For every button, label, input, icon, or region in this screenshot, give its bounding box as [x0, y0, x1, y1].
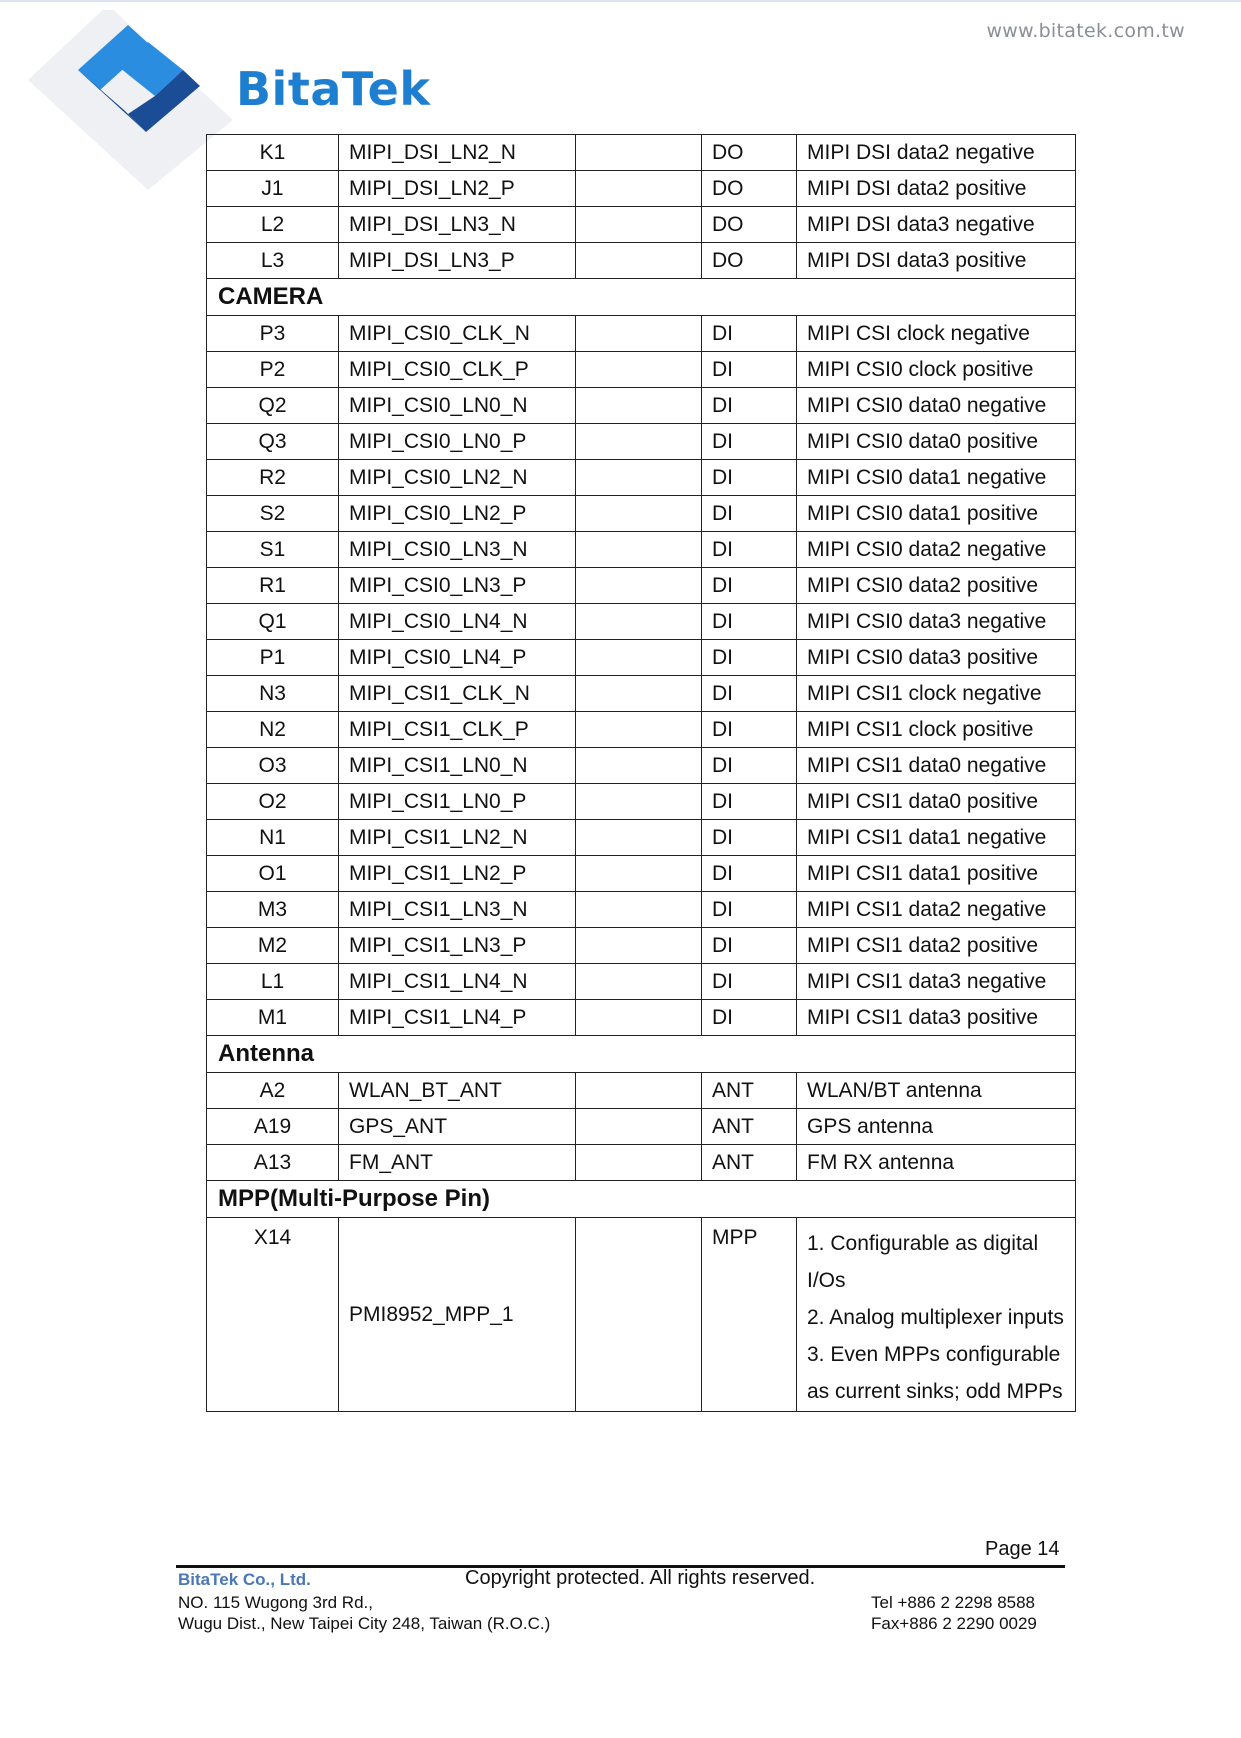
voltage-cell — [576, 712, 702, 748]
pin-type-cell: DI — [702, 604, 797, 640]
pin-type-cell: DI — [702, 496, 797, 532]
copyright-notice: Copyright protected. All rights reserved. — [465, 1567, 816, 1589]
section-heading: Antenna — [207, 1036, 1076, 1073]
voltage-cell — [576, 1145, 702, 1181]
description-line: MIPI CSI0 data3 positive — [807, 645, 1039, 669]
description-line: as current sinks; odd MPPs — [807, 1380, 1063, 1403]
pin-name-cell: MIPI_DSI_LN2_N — [339, 135, 576, 171]
description-cell — [797, 820, 1076, 856]
table-row — [207, 640, 1076, 676]
pin-number-cell: J1 — [207, 171, 339, 207]
description-cell — [797, 388, 1076, 424]
pin-name-cell: MIPI_DSI_LN2_P — [339, 171, 576, 207]
pin-number-cell: M3 — [207, 892, 339, 928]
pin-type-cell: DO — [702, 207, 797, 243]
voltage-cell — [576, 171, 702, 207]
description-line: MIPI CSI1 data1 negative — [807, 825, 1047, 849]
description-line: MIPI CSI0 clock positive — [807, 357, 1034, 381]
pin-name-cell: MIPI_CSI0_CLK_N — [339, 316, 576, 352]
website-url: www.bitatek.com.tw — [986, 20, 1185, 42]
fax: Fax+886 2 2290 0029 — [871, 1614, 1037, 1633]
pin-number-cell: N1 — [207, 820, 339, 856]
pin-name-cell: WLAN_BT_ANT — [339, 1073, 576, 1109]
table-row — [207, 1109, 1076, 1145]
pin-name-cell: MIPI_CSI1_LN4_P — [339, 1000, 576, 1036]
description-cell — [797, 1218, 1076, 1412]
pin-number-cell: A19 — [207, 1109, 339, 1145]
pin-type-cell: DI — [702, 568, 797, 604]
pin-number-cell: X14 — [207, 1218, 339, 1412]
pin-name-cell: MIPI_CSI1_LN0_N — [339, 748, 576, 784]
voltage-cell — [576, 532, 702, 568]
telephone: Tel +886 2 2298 8588 — [871, 1593, 1036, 1612]
pin-name-cell: MIPI_CSI1_LN4_N — [339, 964, 576, 1000]
table-row — [207, 604, 1076, 640]
voltage-cell — [576, 460, 702, 496]
table-row — [207, 748, 1076, 784]
pin-number-cell: Q2 — [207, 388, 339, 424]
voltage-cell — [576, 964, 702, 1000]
description-cell — [797, 424, 1076, 460]
description-cell — [797, 1109, 1076, 1145]
pin-name-cell: MIPI_CSI0_CLK_P — [339, 352, 576, 388]
pin-number-cell: N3 — [207, 676, 339, 712]
pin-name-cell: MIPI_CSI0_LN2_N — [339, 460, 576, 496]
pin-number-cell: O3 — [207, 748, 339, 784]
table-row — [207, 1000, 1076, 1036]
pin-name-cell: MIPI_CSI1_LN3_P — [339, 928, 576, 964]
pin-type-cell: DI — [702, 532, 797, 568]
voltage-cell — [576, 640, 702, 676]
table-row — [207, 135, 1076, 171]
pin-type-cell: DI — [702, 928, 797, 964]
pin-name-cell: MIPI_DSI_LN3_P — [339, 243, 576, 279]
table-row — [207, 820, 1076, 856]
description-cell — [797, 676, 1076, 712]
pin-name-cell: MIPI_DSI_LN3_N — [339, 207, 576, 243]
description-cell — [797, 532, 1076, 568]
address-line-2: Wugu Dist., New Taipei City 248, Taiwan (R.O.C.) — [178, 1614, 551, 1633]
voltage-cell — [576, 496, 702, 532]
description-line: GPS antenna — [807, 1114, 934, 1138]
description-cell — [797, 928, 1076, 964]
pin-number-cell: P3 — [207, 316, 339, 352]
pin-name-cell: FM_ANT — [339, 1145, 576, 1181]
pin-type-cell: DI — [702, 676, 797, 712]
description-cell — [797, 1145, 1076, 1181]
pin-number-cell: L1 — [207, 964, 339, 1000]
logo-text: BitaTek — [236, 62, 431, 116]
table-row — [207, 243, 1076, 279]
description-cell — [797, 171, 1076, 207]
description-line: FM RX antenna — [807, 1150, 955, 1174]
pin-type-cell: ANT — [702, 1073, 797, 1109]
voltage-cell — [576, 604, 702, 640]
description-line: MIPI DSI data3 positive — [807, 248, 1027, 272]
pin-table-body — [207, 135, 1076, 1412]
pin-number-cell: A13 — [207, 1145, 339, 1181]
pin-number-cell: P2 — [207, 352, 339, 388]
description-line: MIPI DSI data3 negative — [807, 212, 1035, 236]
section-row — [207, 1036, 1076, 1073]
pin-name-cell: MIPI_CSI1_LN2_N — [339, 820, 576, 856]
description-line: MIPI CSI0 data2 negative — [807, 537, 1047, 561]
table-row — [207, 388, 1076, 424]
description-cell — [797, 135, 1076, 171]
description-line: MIPI CSI1 clock negative — [807, 681, 1042, 705]
pin-number-cell: M1 — [207, 1000, 339, 1036]
pin-number-cell: Q3 — [207, 424, 339, 460]
description-line: 2. Analog multiplexer inputs — [807, 1306, 1064, 1329]
description-cell — [797, 964, 1076, 1000]
pin-number-cell: S2 — [207, 496, 339, 532]
pin-name-cell: GPS_ANT — [339, 1109, 576, 1145]
description-line: MIPI CSI0 data0 negative — [807, 393, 1047, 417]
pin-type-cell: DI — [702, 388, 797, 424]
pin-type-cell: DI — [702, 820, 797, 856]
pin-name-cell: MIPI_CSI0_LN3_P — [339, 568, 576, 604]
table-row — [207, 532, 1076, 568]
pin-name-cell: MIPI_CSI0_LN0_N — [339, 388, 576, 424]
pin-type-cell: DI — [702, 1000, 797, 1036]
table-row — [207, 424, 1076, 460]
description-cell — [797, 207, 1076, 243]
pin-type-cell: DI — [702, 352, 797, 388]
pin-name-cell: MIPI_CSI0_LN2_P — [339, 496, 576, 532]
voltage-cell — [576, 243, 702, 279]
pin-type-cell: DI — [702, 892, 797, 928]
table-row — [207, 1218, 1076, 1412]
pin-number-cell: M2 — [207, 928, 339, 964]
pin-number-cell: N2 — [207, 712, 339, 748]
description-line: MIPI CSI0 data1 positive — [807, 501, 1039, 525]
pin-name-cell: MIPI_CSI1_CLK_N — [339, 676, 576, 712]
table-row — [207, 568, 1076, 604]
pin-number-cell: P1 — [207, 640, 339, 676]
pin-number-cell: L3 — [207, 243, 339, 279]
pin-type-cell: DO — [702, 135, 797, 171]
description-line: MIPI CSI1 data1 positive — [807, 861, 1039, 885]
pin-type-cell: DI — [702, 856, 797, 892]
description-line: MIPI CSI1 data2 negative — [807, 897, 1047, 921]
voltage-cell — [576, 207, 702, 243]
description-line: MIPI CSI0 data1 negative — [807, 465, 1047, 489]
pin-number-cell: O1 — [207, 856, 339, 892]
pin-name-cell: MIPI_CSI1_LN2_P — [339, 856, 576, 892]
description-line: 1. Configurable as digital — [807, 1232, 1039, 1255]
voltage-cell — [576, 1073, 702, 1109]
page-number: Page 14 — [985, 1538, 1060, 1560]
voltage-cell — [576, 352, 702, 388]
pin-name-cell: MIPI_CSI1_CLK_P — [339, 712, 576, 748]
pin-type-cell: DI — [702, 712, 797, 748]
voltage-cell — [576, 1218, 702, 1412]
voltage-cell — [576, 784, 702, 820]
voltage-cell — [576, 748, 702, 784]
table-row — [207, 496, 1076, 532]
description-line: MIPI CSI1 data3 negative — [807, 969, 1047, 993]
description-cell — [797, 316, 1076, 352]
table-row — [207, 171, 1076, 207]
description-line: MIPI DSI data2 positive — [807, 176, 1027, 200]
address-line-1: NO. 115 Wugong 3rd Rd., — [178, 1593, 373, 1612]
description-cell — [797, 496, 1076, 532]
table-row — [207, 352, 1076, 388]
voltage-cell — [576, 316, 702, 352]
pin-name-cell: MIPI_CSI0_LN3_N — [339, 532, 576, 568]
description-line: MIPI CSI1 data0 negative — [807, 753, 1047, 777]
pin-type-cell: DI — [702, 964, 797, 1000]
description-cell — [797, 712, 1076, 748]
pin-type-cell: DI — [702, 460, 797, 496]
description-line: MIPI CSI0 data3 negative — [807, 609, 1047, 633]
description-cell — [797, 460, 1076, 496]
description-cell — [797, 243, 1076, 279]
pin-type-cell: ANT — [702, 1109, 797, 1145]
company-name: BitaTek Co., Ltd. — [178, 1570, 311, 1589]
table-row — [207, 784, 1076, 820]
pin-number-cell: O2 — [207, 784, 339, 820]
pin-number-cell: R2 — [207, 460, 339, 496]
section-row — [207, 1181, 1076, 1218]
table-row — [207, 676, 1076, 712]
table-row — [207, 1073, 1076, 1109]
voltage-cell — [576, 928, 702, 964]
description-cell — [797, 640, 1076, 676]
description-line: MIPI CSI1 data3 positive — [807, 1005, 1039, 1029]
table-row — [207, 928, 1076, 964]
pin-number-cell: Q1 — [207, 604, 339, 640]
description-cell — [797, 568, 1076, 604]
pin-type-cell: DI — [702, 640, 797, 676]
voltage-cell — [576, 1000, 702, 1036]
table-row — [207, 460, 1076, 496]
pin-number-cell: A2 — [207, 1073, 339, 1109]
table-row — [207, 964, 1076, 1000]
description-line: MIPI CSI1 data0 positive — [807, 789, 1039, 813]
voltage-cell — [576, 820, 702, 856]
pin-type-cell: DI — [702, 424, 797, 460]
pin-name-cell: MIPI_CSI0_LN0_P — [339, 424, 576, 460]
pin-name-cell: MIPI_CSI1_LN3_N — [339, 892, 576, 928]
voltage-cell — [576, 568, 702, 604]
description-cell — [797, 1073, 1076, 1109]
voltage-cell — [576, 135, 702, 171]
pin-table — [206, 134, 1076, 1412]
pin-name-cell: PMI8952_MPP_1 — [339, 1218, 576, 1412]
table-row — [207, 207, 1076, 243]
pin-type-cell: DI — [702, 316, 797, 352]
pin-name-cell: MIPI_CSI0_LN4_P — [339, 640, 576, 676]
description-cell — [797, 604, 1076, 640]
description-cell — [797, 892, 1076, 928]
description-cell — [797, 352, 1076, 388]
table-row — [207, 892, 1076, 928]
pin-type-cell: ANT — [702, 1145, 797, 1181]
pin-type-cell: DI — [702, 748, 797, 784]
description-cell — [797, 748, 1076, 784]
pin-type-cell: DO — [702, 171, 797, 207]
voltage-cell — [576, 676, 702, 712]
voltage-cell — [576, 856, 702, 892]
description-line: MIPI CSI0 data2 positive — [807, 573, 1039, 597]
description-line: MIPI CSI1 clock positive — [807, 717, 1034, 741]
voltage-cell — [576, 1109, 702, 1145]
description-line: MIPI CSI1 data2 positive — [807, 933, 1039, 957]
pin-name-cell: MIPI_CSI0_LN4_N — [339, 604, 576, 640]
section-heading: MPP(Multi-Purpose Pin) — [207, 1181, 1076, 1218]
table-row — [207, 1145, 1076, 1181]
pin-type-cell: MPP — [702, 1218, 797, 1412]
voltage-cell — [576, 388, 702, 424]
pin-type-cell: DI — [702, 784, 797, 820]
section-row — [207, 279, 1076, 316]
description-cell — [797, 856, 1076, 892]
table-row — [207, 712, 1076, 748]
pin-name-cell: MIPI_CSI1_LN0_P — [339, 784, 576, 820]
pin-type-cell: DO — [702, 243, 797, 279]
description-line: I/Os — [807, 1269, 846, 1292]
description-line: WLAN/BT antenna — [807, 1078, 982, 1102]
description-line: MIPI CSI0 data0 positive — [807, 429, 1039, 453]
top-rule — [0, 0, 1241, 2]
voltage-cell — [576, 424, 702, 460]
table-row — [207, 856, 1076, 892]
voltage-cell — [576, 892, 702, 928]
pin-number-cell: L2 — [207, 207, 339, 243]
description-cell — [797, 784, 1076, 820]
description-line: MIPI CSI clock negative — [807, 321, 1030, 345]
pin-number-cell: R1 — [207, 568, 339, 604]
table-row — [207, 316, 1076, 352]
pin-number-cell: S1 — [207, 532, 339, 568]
description-line: MIPI DSI data2 negative — [807, 140, 1035, 164]
description-line: 3. Even MPPs configurable — [807, 1343, 1061, 1366]
section-heading: CAMERA — [207, 279, 1076, 316]
description-cell — [797, 1000, 1076, 1036]
pin-number-cell: K1 — [207, 135, 339, 171]
